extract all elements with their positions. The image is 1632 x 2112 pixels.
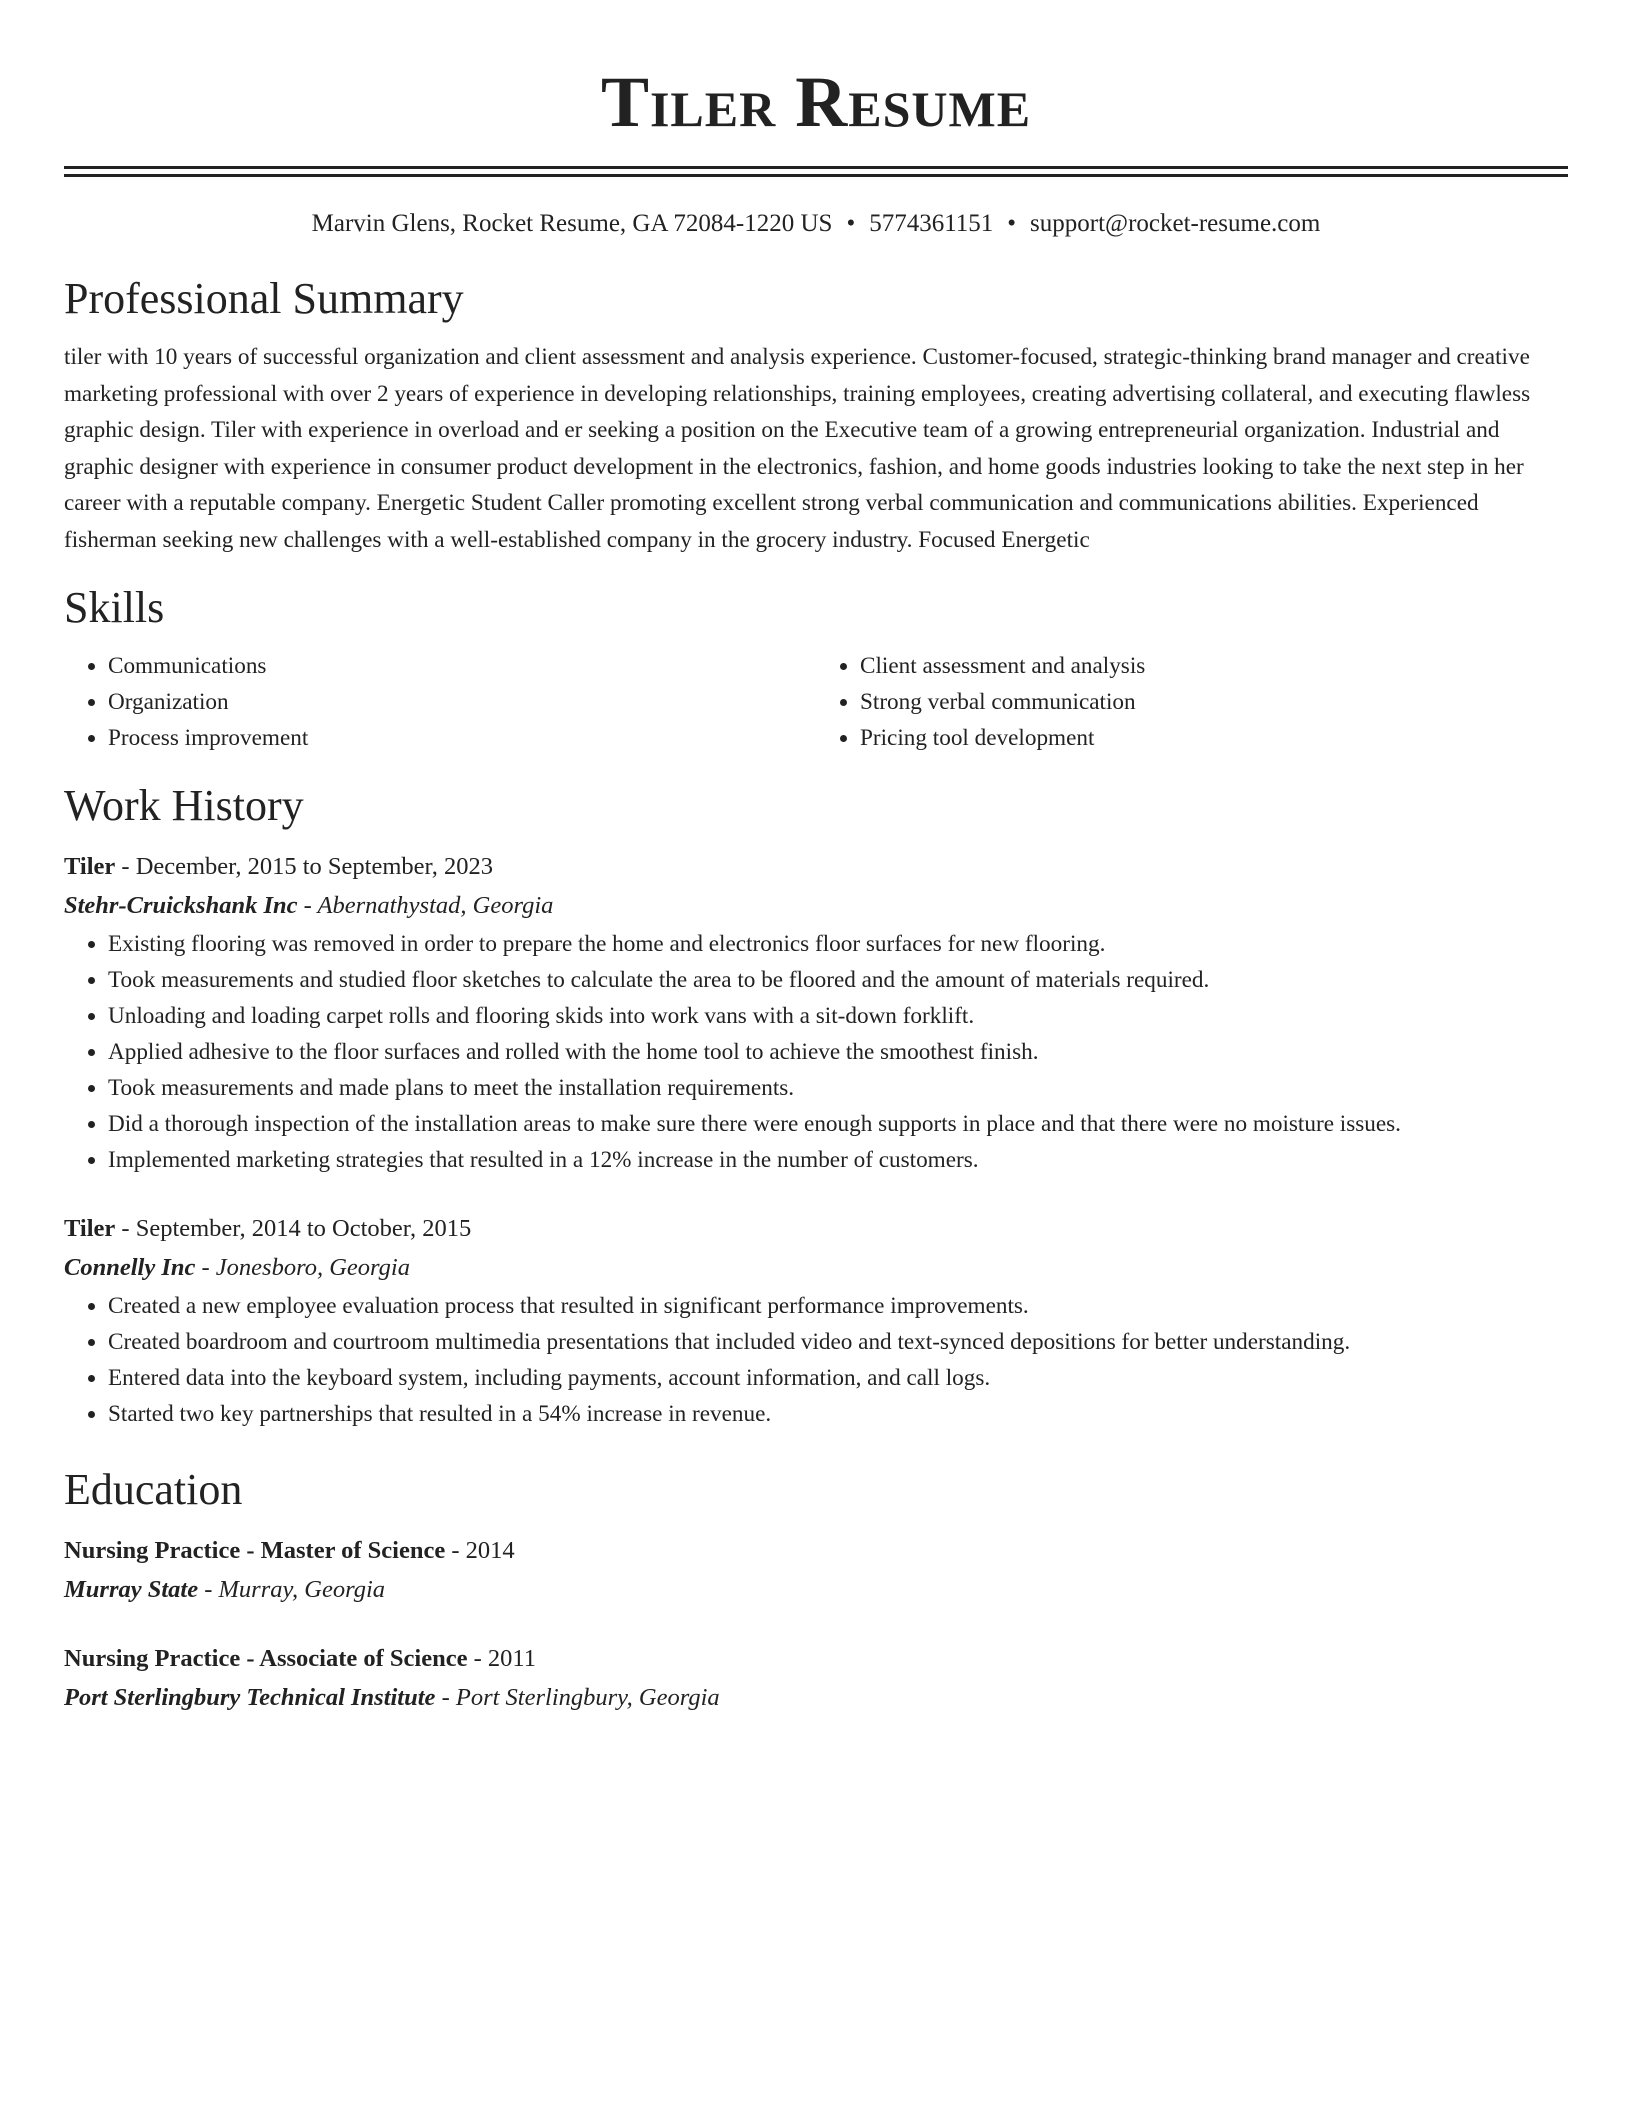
- job-dates: December, 2015 to September, 2023: [135, 853, 493, 880]
- job-dash: -: [195, 1254, 216, 1281]
- resume-title: Tiler Resume: [600, 62, 1032, 142]
- job-bullet: • Started two key partnerships that resulted in a 54% increase in revenue.: [108, 1396, 1568, 1432]
- skill-item: • Process improvement: [108, 720, 816, 756]
- summary-heading: Professional Summary: [64, 274, 464, 323]
- contact-phone: 5774361151: [869, 210, 994, 237]
- job-entry: [64, 848, 1568, 1178]
- skills-list-right: [816, 648, 1568, 756]
- education-school: Murray State: [64, 1576, 199, 1603]
- education-degree-line: [64, 1532, 1568, 1570]
- skills-list-left: [64, 648, 816, 756]
- job-company-line: [64, 1248, 1568, 1288]
- education-degree: Nursing Practice - Master of Science: [64, 1537, 446, 1564]
- work-history-heading: Work History: [64, 781, 304, 830]
- job-dash: -: [115, 1215, 136, 1242]
- skills-grid: [64, 648, 1568, 756]
- contact-email: support@rocket-resume.com: [1030, 210, 1321, 237]
- education-school: Port Sterlingbury Technical Institute: [64, 1684, 436, 1711]
- job-bullet: • Created a new employee evaluation process that resulted in significant performance improvements.: [108, 1288, 1568, 1324]
- education-school-line: [64, 1570, 1568, 1610]
- education-school-line: [64, 1678, 1568, 1718]
- contact-separator: •: [1007, 210, 1017, 237]
- job-bullet: • Took measurements and made plans to meet the installation requirements.: [108, 1070, 1568, 1106]
- education-entry: [64, 1640, 1568, 1718]
- job-location: Jonesboro, Georgia: [215, 1254, 410, 1281]
- job-bullets: [64, 926, 1568, 1178]
- education-dash: -: [445, 1537, 466, 1564]
- job-bullet: • Unloading and loading carpet rolls and flooring skids into work vans with a sit-down forklift.: [108, 998, 1568, 1034]
- contact-address: Marvin Glens, Rocket Resume, GA 72084-1220 US: [311, 210, 833, 237]
- job-dash: -: [297, 892, 318, 919]
- skill-item: • Communications: [108, 648, 816, 684]
- job-company: Connelly Inc: [64, 1254, 196, 1281]
- skill-item: • Client assessment and analysis: [860, 648, 1568, 684]
- summary-text: tiler with 10 years of successful organization and client assessment and analysis experience. Customer-focused, strategic-thinking brand manager and creative marketing professional with over 2 years of experience in developing relationships, training employees, creating advertising collateral, and executing flawless graphic design. Tiler with experience in overload and er seeking a position on the Executive team of a growing entrepreneurial organization. Industrial and graphic designer with experience in consumer product development in the electronics, fashion, and home goods industries looking to take the next step in her career with a reputable company. Energetic Student Caller promoting excellent strong verbal communication and communications abilities. Experienced fisherman seeking new challenges with a well-established company in the grocery industry. Focused Energetic: [64, 344, 1531, 553]
- education-year: 2011: [487, 1645, 536, 1672]
- job-title-line: [64, 1210, 1568, 1248]
- job-bullet: • Did a thorough inspection of the installation areas to make sure there were enough supports in place and that there were no moisture issues.: [108, 1106, 1568, 1142]
- skill-item: • Strong verbal communication: [860, 684, 1568, 720]
- job-company-line: [64, 886, 1568, 926]
- education-heading: Education: [64, 1465, 243, 1514]
- job-bullet: • Implemented marketing strategies that resulted in a 12% increase in the number of customers.: [108, 1142, 1568, 1178]
- job-bullet: • Applied adhesive to the floor surfaces and rolled with the home tool to achieve the smoothest finish.: [108, 1034, 1568, 1070]
- job-bullets: [64, 1288, 1568, 1432]
- job-title: Tiler: [64, 1215, 116, 1242]
- job-dates: September, 2014 to October, 2015: [135, 1215, 472, 1242]
- skills-heading: Skills: [64, 583, 165, 632]
- education-degree: Nursing Practice - Associate of Science: [64, 1645, 468, 1672]
- job-company: Stehr-Cruickshank Inc: [64, 892, 298, 919]
- job-location: Abernathystad, Georgia: [317, 892, 554, 919]
- education-dash: -: [467, 1645, 488, 1672]
- education-degree-line: [64, 1640, 1568, 1678]
- education-dash: -: [198, 1576, 219, 1603]
- job-entry: [64, 1210, 1568, 1432]
- education-location: Murray, Georgia: [218, 1576, 386, 1603]
- education-dash: -: [435, 1684, 456, 1711]
- job-bullet: • Took measurements and studied floor sketches to calculate the area to be floored and the amount of materials required.: [108, 962, 1568, 998]
- job-bullet: • Existing flooring was removed in order to prepare the home and electronics floor surfaces for new flooring.: [108, 926, 1568, 962]
- skill-item: • Pricing tool development: [860, 720, 1568, 756]
- job-title-line: [64, 848, 1568, 886]
- skill-item: • Organization: [108, 684, 816, 720]
- job-bullet: • Entered data into the keyboard system, including payments, account information, and call logs.: [108, 1360, 1568, 1396]
- education-location: Port Sterlingbury, Georgia: [455, 1684, 720, 1711]
- contact-separator: •: [846, 210, 856, 237]
- title-divider: [64, 166, 1568, 177]
- job-bullet: • Created boardroom and courtroom multimedia presentations that included video and text-synced depositions for better understanding.: [108, 1324, 1568, 1360]
- contact-line: [64, 207, 1568, 241]
- education-entry: [64, 1532, 1568, 1610]
- education-year: 2014: [465, 1537, 515, 1564]
- job-dash: -: [115, 853, 136, 880]
- job-title: Tiler: [64, 853, 116, 880]
